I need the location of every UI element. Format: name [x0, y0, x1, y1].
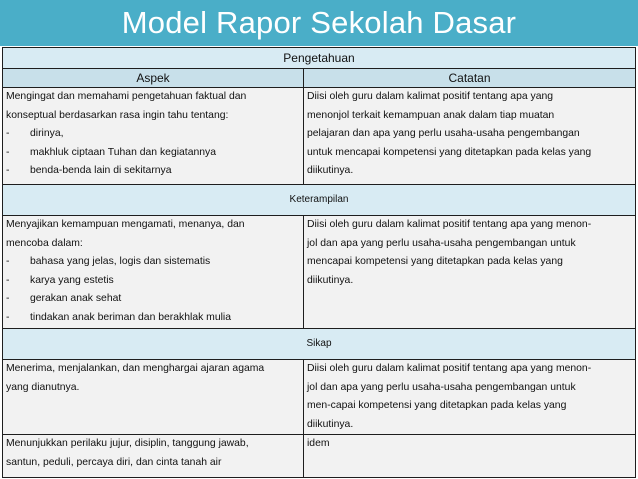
text-line: pelajaran dan apa yang perlu usaha-usaha pengembangan	[307, 128, 580, 140]
text-line: diikutinya.	[307, 418, 354, 430]
column-header-row	[3, 68, 635, 87]
table-row	[3, 215, 635, 328]
text-line: jol dan apa yang perlu usaha-usaha pengembangan untuk	[307, 237, 576, 249]
section-header-keterampilan	[3, 184, 635, 215]
text-line: diikutinya.	[307, 274, 354, 286]
text-line: Menyajikan kemampuan mengamati, menanya, dan	[6, 219, 245, 230]
text-line: Diisi oleh guru dalam kalimat positif tentang apa yang menon-	[307, 363, 592, 374]
section-title: Keterampilan	[289, 194, 349, 205]
page-title: Model Rapor Sekolah Dasar	[0, 0, 638, 46]
list-item-text: karya yang estetis	[30, 274, 114, 286]
text-line: Menunjukkan perilaku jujur, disiplin, tanggung jawab,	[6, 438, 249, 449]
list-item-text: benda-benda lain di sekitarnya	[30, 165, 172, 177]
report-table	[2, 47, 636, 478]
list-item	[6, 125, 300, 144]
text-line: Diisi oleh guru dalam kalimat positif tentang apa yang	[307, 91, 554, 102]
text-line: menonjol terkait kemampuan anak dalam tiap muatan	[307, 109, 555, 121]
bullet-dash: -	[6, 128, 10, 140]
text-line: konseptual berdasarkan rasa ingin tahu tentang:	[6, 109, 229, 121]
bullet-dash: -	[6, 165, 10, 177]
aspek-cell	[3, 435, 304, 477]
list-item	[6, 144, 300, 163]
table-row	[3, 87, 635, 184]
section-header-pengetahuan	[3, 48, 635, 68]
aspek-cell	[3, 88, 304, 184]
aspek-cell	[3, 360, 304, 434]
text-line: idem	[307, 438, 330, 449]
text-line: santun, peduli, percaya diri, dan cinta tanah air	[6, 456, 222, 468]
table-row	[3, 434, 635, 477]
aspek-cell	[3, 216, 304, 328]
text-line: yang dianutnya.	[6, 381, 80, 393]
text-line: untuk mencapai kompetensi yang ditetapkan pada kelas yang	[307, 146, 592, 158]
text-line: Mengingat dan memahami pengetahuan faktual dan	[6, 91, 247, 102]
column-header-catatan: Catatan	[448, 71, 491, 85]
section-title: Sikap	[306, 338, 332, 349]
list-item-text: makhluk ciptaan Tuhan dan kegiatannya	[30, 146, 217, 158]
text-line: men-capai kompetensi yang ditetapkan pada kelas yang	[307, 400, 567, 412]
text-line: Menerima, menjalankan, dan menghargai ajaran agama	[6, 363, 265, 374]
section-title: Pengetahuan	[283, 51, 355, 65]
text-line: mencapai kompetensi yang ditetapkan pada kelas yang	[307, 256, 563, 268]
bullet-dash: -	[6, 256, 10, 268]
column-header-aspek: Aspek	[3, 69, 304, 87]
list-item-text: dirinya,	[30, 128, 64, 140]
bullet-dash: -	[6, 274, 10, 286]
section-header-sikap	[3, 328, 635, 359]
list-item-text: gerakan anak sehat	[30, 293, 122, 305]
list-item	[6, 272, 300, 291]
text-line: jol dan apa yang perlu usaha-usaha pengembangan untuk	[307, 381, 576, 393]
list-item	[6, 309, 300, 328]
catatan-cell	[304, 435, 635, 477]
bullet-dash: -	[6, 311, 10, 323]
bullet-dash: -	[6, 146, 10, 158]
list-item-text: tindakan anak beriman dan berakhlak mulia	[30, 311, 232, 323]
catatan-cell	[304, 88, 635, 184]
catatan-cell	[304, 216, 635, 328]
list-item	[6, 162, 300, 181]
text-line: diikutinya.	[307, 165, 354, 177]
catatan-cell	[304, 360, 635, 434]
table-row	[3, 359, 635, 434]
list-item	[6, 253, 300, 272]
text-line: mencoba dalam:	[6, 237, 83, 249]
text-line: Diisi oleh guru dalam kalimat positif tentang apa yang menon-	[307, 219, 592, 230]
list-item-text: bahasa yang jelas, logis dan sistematis	[30, 256, 211, 268]
bullet-dash: -	[6, 293, 10, 305]
list-item	[6, 290, 300, 309]
